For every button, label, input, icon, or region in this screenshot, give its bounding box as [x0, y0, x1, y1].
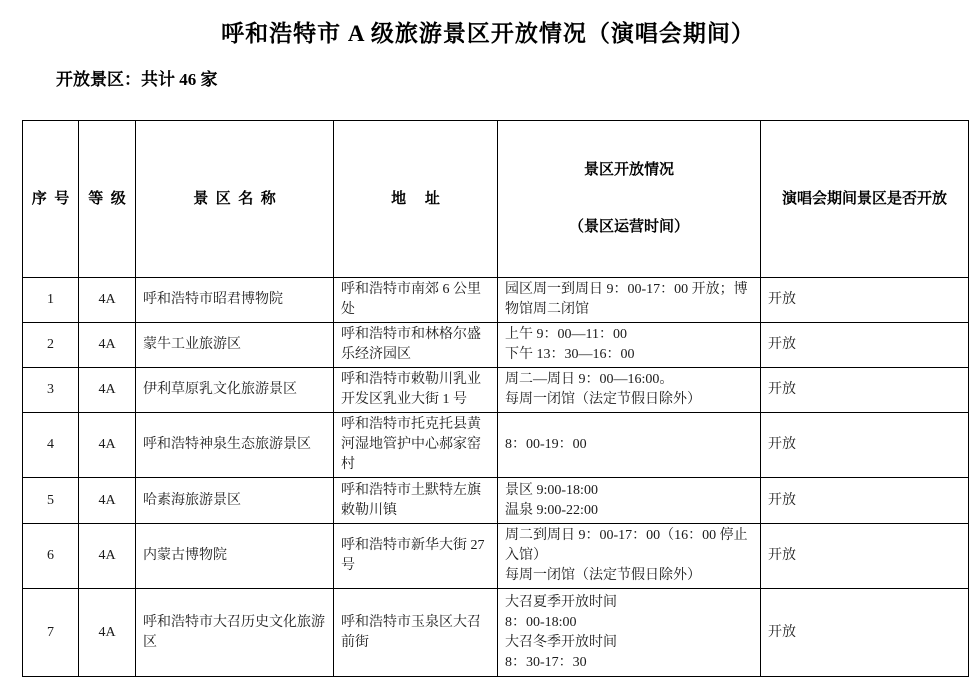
attractions-table [22, 120, 969, 677]
cell-name: 哈素海旅游景区 [136, 478, 334, 524]
cell-open [498, 589, 761, 677]
cell-concert: 开放 [761, 413, 969, 478]
table-row [23, 368, 969, 413]
open-line: 上午 9：00—11：00 [505, 327, 627, 342]
header-open-line1: 景区开放情况 [583, 162, 674, 178]
header-level: 等 级 [79, 121, 136, 278]
cell-no: 1 [23, 278, 79, 323]
cell-concert: 开放 [761, 524, 969, 589]
cell-open [498, 524, 761, 589]
open-line: 景区 9:00-18:00 [505, 482, 598, 498]
table-row [23, 478, 969, 524]
cell-level: 4A [79, 323, 136, 368]
cell-address: 呼和浩特市新华大街 27 号 [334, 524, 498, 589]
cell-level: 4A [79, 278, 136, 323]
cell-open [498, 323, 761, 368]
cell-concert: 开放 [761, 589, 969, 677]
cell-level: 4A [79, 368, 136, 413]
cell-open [498, 368, 761, 413]
cell-name: 蒙牛工业旅游区 [136, 323, 334, 368]
cell-name: 呼和浩特神泉生态旅游景区 [136, 413, 334, 478]
cell-level: 4A [79, 413, 136, 478]
open-line: 周二—周日 9：00—16:00。 [505, 372, 674, 387]
cell-address: 呼和浩特市敕勒川乳业开发区乳业大街 1 号 [334, 368, 498, 413]
cell-no: 6 [23, 524, 79, 589]
table-row [23, 278, 969, 323]
cell-open [498, 413, 761, 478]
open-line: 大召夏季开放时间 [505, 594, 617, 610]
cell-level: 4A [79, 524, 136, 589]
cell-name: 呼和浩特市昭君博物院 [136, 278, 334, 323]
cell-no: 4 [23, 413, 79, 478]
cell-concert: 开放 [761, 278, 969, 323]
cell-name: 呼和浩特市大召历史文化旅游区 [136, 589, 334, 677]
open-line: 每周一闭馆（法定节假日除外） [505, 568, 701, 583]
cell-concert: 开放 [761, 368, 969, 413]
open-line: 下午 13：30—16：00 [505, 347, 635, 362]
cell-level: 4A [79, 478, 136, 524]
page-title: 呼和浩特市 A 级旅游景区开放情况（演唱会期间） [221, 21, 755, 46]
cell-address: 呼和浩特市托克托县黄河湿地管护中心郝家窑村 [334, 413, 498, 478]
open-line: 大召冬季开放时间 [505, 634, 617, 650]
open-line: 每周一闭馆（法定节假日除外） [505, 392, 701, 407]
cell-concert: 开放 [761, 478, 969, 524]
cell-no: 5 [23, 478, 79, 524]
header-name: 景 区 名 称 [136, 121, 334, 278]
table-header-row [23, 121, 969, 278]
cell-address: 呼和浩特市土默特左旗敕勒川镇 [334, 478, 498, 524]
header-open-line2: （景区运营时间） [568, 219, 689, 235]
cell-name: 内蒙古博物院 [136, 524, 334, 589]
header-no: 序 号 [23, 121, 79, 278]
open-line: 8：30-17：30 [505, 654, 587, 670]
table-row [23, 413, 969, 478]
open-line: 8：00-18:00 [505, 614, 577, 630]
cell-address: 呼和浩特市和林格尔盛乐经济园区 [334, 323, 498, 368]
table-row [23, 524, 969, 589]
cell-concert: 开放 [761, 323, 969, 368]
cell-address: 呼和浩特市南郊 6 公里处 [334, 278, 498, 323]
summary-line: 开放景区：共计 46 家 [56, 70, 218, 89]
cell-open [498, 478, 761, 524]
cell-level: 4A [79, 589, 136, 677]
header-address: 地 址 [334, 121, 498, 278]
cell-open [498, 278, 761, 323]
cell-no: 2 [23, 323, 79, 368]
header-open [498, 121, 761, 278]
table-row [23, 589, 969, 677]
open-line: 周二到周日 9：00-17：00（16：00 停止入馆） [505, 528, 748, 563]
cell-name: 伊利草原乳文化旅游景区 [136, 368, 334, 413]
table-row [23, 323, 969, 368]
open-line: 8：00-19：00 [505, 437, 587, 452]
open-line: 园区周一到周日 9：00-17：00 开放；博物馆周二闭馆 [505, 282, 748, 317]
cell-no: 7 [23, 589, 79, 677]
cell-no: 3 [23, 368, 79, 413]
cell-address: 呼和浩特市玉泉区大召前街 [334, 589, 498, 677]
open-line: 温泉 9:00-22:00 [505, 502, 598, 518]
header-concert: 演唱会期间景区是否开放 [761, 121, 969, 278]
